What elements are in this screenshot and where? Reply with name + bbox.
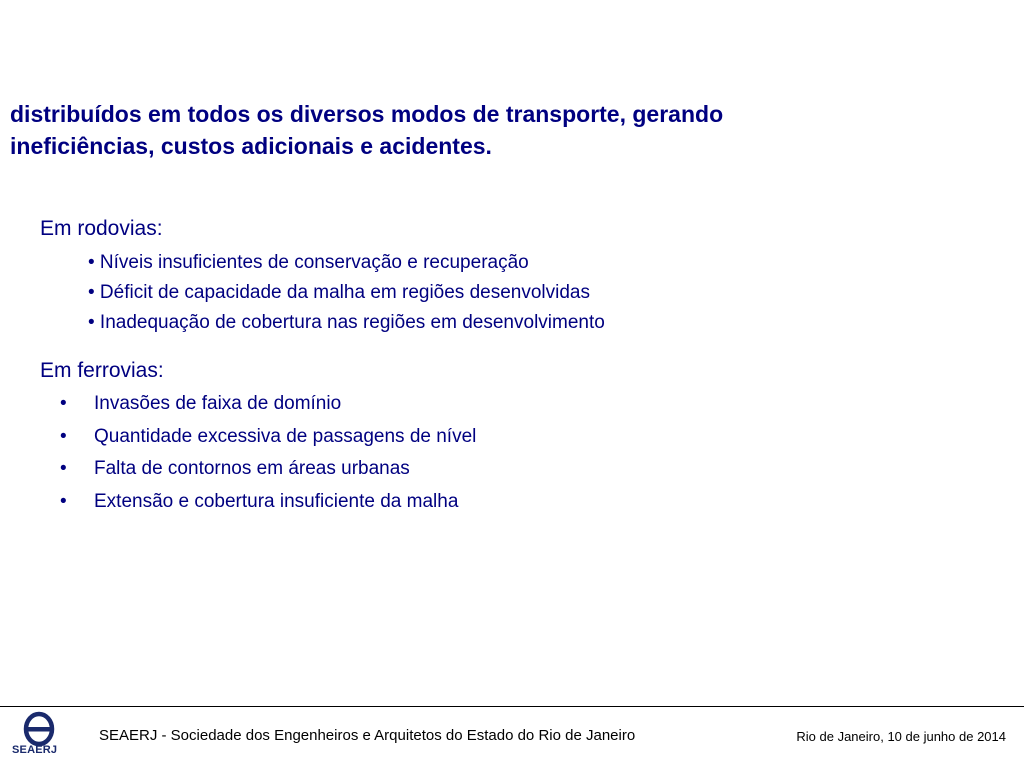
bullet-icon: • — [60, 425, 67, 447]
footer-divider — [0, 706, 1024, 707]
bullet-icon: • — [60, 393, 67, 414]
list-item — [60, 486, 476, 519]
bullet-icon: • — [60, 490, 67, 512]
intro-line-2: ineficiências, custos adicionais e acidentes. — [10, 133, 492, 159]
list-item: • Déficit de capacidade da malha em regiões desenvolvidas — [88, 282, 590, 303]
list-item-text: Falta de contornos em áreas urbanas — [94, 458, 410, 479]
list-item — [60, 421, 476, 454]
footer-date: Rio de Janeiro, 10 de junho de 2014 — [796, 729, 1006, 744]
list-item-text: Quantidade excessiva de passagens de nível — [94, 425, 477, 447]
footer-organization: SEAERJ - Sociedade dos Engenheiros e Arquitetos do Estado do Rio de Janeiro — [99, 727, 636, 744]
rodovias-list — [88, 248, 605, 338]
list-item-text: Extensão e cobertura insuficiente da malha — [94, 490, 459, 512]
list-item-text: Invasões de faixa de domínio — [94, 393, 342, 414]
logo-text: SEAERJ — [12, 744, 58, 756]
intro-line-1: distribuídos em todos os diversos modos de transporte, gerando — [10, 101, 724, 127]
list-item — [60, 453, 476, 486]
bullet-icon: • — [60, 458, 67, 479]
intro-paragraph — [10, 98, 1010, 162]
ferrovias-list — [60, 388, 476, 518]
list-item — [60, 388, 476, 421]
rodovias-heading: Em rodovias: — [40, 217, 163, 240]
list-item: • Inadequação de cobertura nas regiões em desenvolvimento — [88, 312, 605, 333]
ferrovias-heading: Em ferrovias: — [40, 359, 164, 382]
list-item: • Níveis insuficientes de conservação e recuperação — [88, 252, 529, 273]
